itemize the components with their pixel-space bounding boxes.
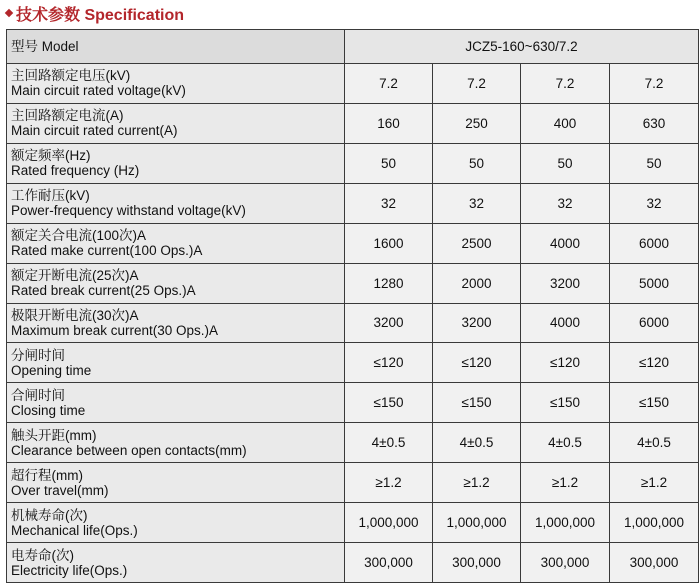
value-cell: 1,000,000 — [610, 503, 699, 543]
parameter-name-en: Power-frequency withstand voltage(kV) — [11, 203, 246, 219]
parameter-name-zh: 极限开断电流(30次)A — [11, 307, 139, 323]
value-cell: 2000 — [433, 263, 521, 303]
table-row — [7, 343, 699, 383]
parameter-name-en: Main circuit rated voltage(kV) — [11, 83, 186, 99]
value-cell: 1,000,000 — [345, 503, 433, 543]
parameter-cell — [7, 263, 345, 303]
parameter-name-en: Closing time — [11, 402, 86, 418]
specification-table-body — [7, 30, 699, 583]
parameter-cell — [7, 303, 345, 343]
parameter-cell — [7, 64, 345, 104]
parameter-name-zh: 工作耐压(kV) — [11, 188, 90, 204]
parameter-cell — [7, 503, 345, 543]
parameter-cell — [7, 223, 345, 263]
table-row — [7, 223, 699, 263]
table-row — [7, 383, 699, 423]
parameter-name-en: Electricity life(Ops.) — [11, 562, 128, 578]
value-cell: 32 — [345, 183, 433, 223]
parameter-name-zh: 主回路额定电压(kV) — [11, 68, 131, 84]
value-cell: 32 — [521, 183, 610, 223]
model-value: JCZ5-160~630/7.2 — [345, 30, 699, 64]
specification-table — [6, 29, 699, 583]
parameter-name-en: Main circuit rated current(A) — [11, 123, 178, 139]
parameter-name-en: Over travel(mm) — [11, 482, 109, 498]
model-label: 型号 Model — [7, 30, 345, 64]
value-cell: 7.2 — [345, 64, 433, 104]
parameter-name-en: Clearance between open contacts(mm) — [11, 442, 247, 458]
parameter-name-zh: 主回路额定电流(A) — [11, 108, 124, 124]
parameter-cell — [7, 423, 345, 463]
table-row — [7, 503, 699, 543]
parameter-cell — [7, 183, 345, 223]
value-cell: 300,000 — [521, 543, 610, 583]
value-cell: ≥1.2 — [521, 463, 610, 503]
value-cell: ≤120 — [345, 343, 433, 383]
parameter-name-zh: 额定关合电流(100次)A — [11, 228, 147, 244]
value-cell: 6000 — [610, 303, 699, 343]
value-cell: 1,000,000 — [433, 503, 521, 543]
value-cell: 1600 — [345, 223, 433, 263]
parameter-cell — [7, 143, 345, 183]
value-cell: ≥1.2 — [345, 463, 433, 503]
value-cell: ≤120 — [521, 343, 610, 383]
parameter-name-en: Rated break current(25 Ops.)A — [11, 283, 196, 299]
value-cell: 1280 — [345, 263, 433, 303]
parameter-name-en: Maximum break current(30 Ops.)A — [11, 322, 219, 338]
section-title: 技术参数 Specification — [16, 6, 185, 24]
table-row — [7, 103, 699, 143]
table-row — [7, 543, 699, 583]
table-row — [7, 263, 699, 303]
value-cell: 5000 — [610, 263, 699, 303]
value-cell: 300,000 — [345, 543, 433, 583]
value-cell: ≥1.2 — [610, 463, 699, 503]
table-row — [7, 64, 699, 104]
value-cell: 50 — [345, 143, 433, 183]
parameter-cell — [7, 463, 345, 503]
value-cell: ≤120 — [610, 343, 699, 383]
table-row — [7, 423, 699, 463]
value-cell: 300,000 — [610, 543, 699, 583]
value-cell: 4±0.5 — [521, 423, 610, 463]
value-cell: 50 — [610, 143, 699, 183]
value-cell: ≤150 — [610, 383, 699, 423]
value-cell: 4±0.5 — [610, 423, 699, 463]
parameter-name-zh: 机械寿命(次) — [11, 507, 88, 523]
value-cell: 4±0.5 — [433, 423, 521, 463]
parameter-name-zh: 触头开距(mm) — [11, 427, 97, 443]
value-cell: 3200 — [433, 303, 521, 343]
value-cell: 3200 — [521, 263, 610, 303]
parameter-name-zh: 电寿命(次) — [11, 547, 74, 563]
value-cell: 630 — [610, 103, 699, 143]
parameter-cell — [7, 383, 345, 423]
value-cell: 4000 — [521, 223, 610, 263]
parameter-name-zh: 额定频率(Hz) — [11, 148, 91, 164]
table-header-row — [7, 30, 699, 64]
section-heading — [4, 2, 184, 24]
value-cell: 4000 — [521, 303, 610, 343]
parameter-name-zh: 额定开断电流(25次)A — [11, 268, 139, 284]
value-cell: 7.2 — [610, 64, 699, 104]
value-cell: ≤150 — [521, 383, 610, 423]
parameter-cell — [7, 103, 345, 143]
value-cell: 160 — [345, 103, 433, 143]
value-cell: 32 — [610, 183, 699, 223]
parameter-cell — [7, 343, 345, 383]
value-cell: 50 — [433, 143, 521, 183]
parameter-name-en: Rated make current(100 Ops.)A — [11, 243, 203, 259]
value-cell: 400 — [521, 103, 610, 143]
diamond-bullet-icon — [5, 9, 13, 17]
value-cell: ≥1.2 — [433, 463, 521, 503]
parameter-name-zh: 分闸时间 — [11, 347, 65, 363]
value-cell: 250 — [433, 103, 521, 143]
value-cell: ≤150 — [345, 383, 433, 423]
parameter-name-en: Opening time — [11, 362, 92, 378]
parameter-cell — [7, 543, 345, 583]
parameter-name-en: Rated frequency (Hz) — [11, 163, 140, 179]
parameter-name-en: Mechanical life(Ops.) — [11, 522, 138, 538]
table-row — [7, 303, 699, 343]
value-cell: 50 — [521, 143, 610, 183]
value-cell: ≤120 — [433, 343, 521, 383]
value-cell: ≤150 — [433, 383, 521, 423]
table-row — [7, 143, 699, 183]
parameter-name-zh: 合闸时间 — [11, 387, 65, 403]
value-cell: 300,000 — [433, 543, 521, 583]
value-cell: 32 — [433, 183, 521, 223]
value-cell: 1,000,000 — [521, 503, 610, 543]
value-cell: 6000 — [610, 223, 699, 263]
value-cell: 4±0.5 — [345, 423, 433, 463]
table-row — [7, 183, 699, 223]
table-row — [7, 463, 699, 503]
value-cell: 2500 — [433, 223, 521, 263]
value-cell: 3200 — [345, 303, 433, 343]
value-cell: 7.2 — [521, 64, 610, 104]
parameter-name-zh: 超行程(mm) — [11, 467, 83, 483]
value-cell: 7.2 — [433, 64, 521, 104]
